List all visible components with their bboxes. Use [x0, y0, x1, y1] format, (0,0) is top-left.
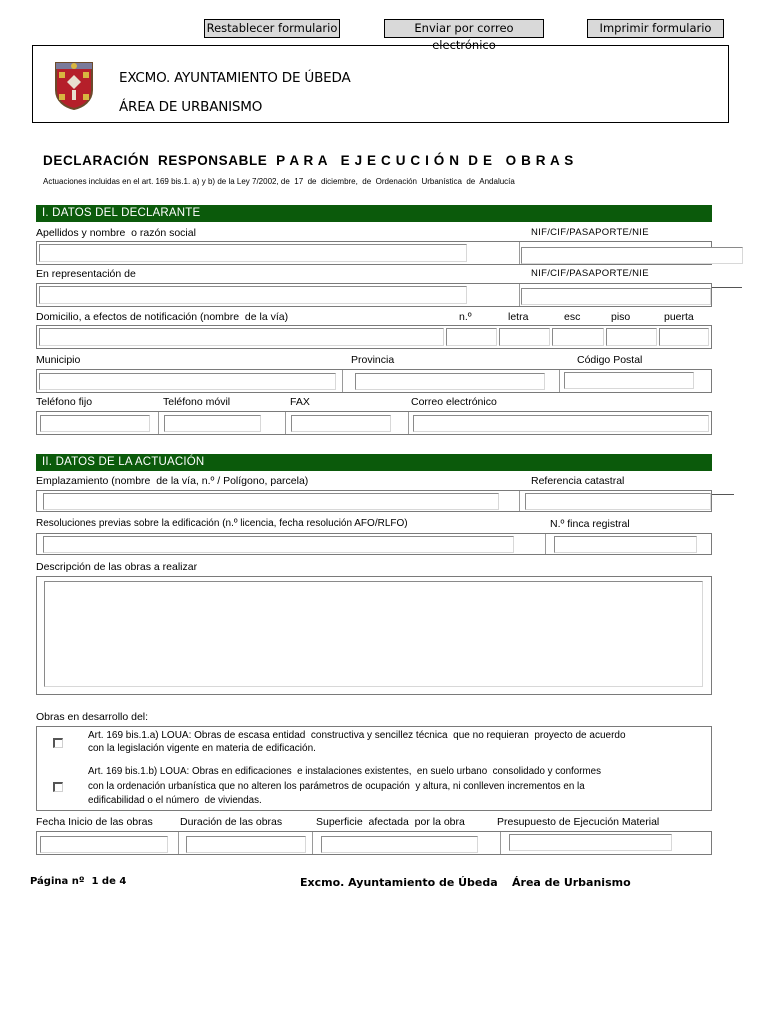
- form-subtitle: Actuaciones incluidas en el art. 169 bis.1. a) y b) de la Ley 7/2002, de 17 de diciembre, de Ordenación Urbanística de Andalucía: [43, 177, 515, 186]
- location-input[interactable]: [43, 493, 499, 510]
- description-row: [36, 576, 712, 695]
- phone-input[interactable]: [40, 415, 150, 432]
- area-name: ÁREA DE URBANISMO: [119, 99, 263, 115]
- resolutions-label: Resoluciones previas sobre la edificación (n.º licencia, fecha resolución AFO/RLFO): [36, 518, 408, 529]
- cadastral-label: Referencia catastral: [531, 475, 625, 487]
- option-a-checkbox[interactable]: [53, 738, 63, 748]
- duration-input[interactable]: [186, 836, 306, 853]
- nif-label: NIF/CIF/PASAPORTE/NIE: [531, 227, 649, 238]
- cadastral-line: [712, 494, 734, 495]
- name-label: Apellidos y nombre o razón social: [36, 227, 196, 239]
- resolutions-input[interactable]: [43, 536, 514, 553]
- nif2-input[interactable]: [521, 288, 711, 305]
- postal-code-input[interactable]: [564, 372, 694, 389]
- email-form-button[interactable]: Enviar por correo electrónico: [384, 19, 544, 38]
- fax-input[interactable]: [291, 415, 391, 432]
- location-label: Emplazamiento (nombre de la vía, n.º / Polígono, parcela): [36, 475, 309, 487]
- location-row: [36, 369, 712, 393]
- representation-input[interactable]: [39, 286, 467, 304]
- municipality-input[interactable]: [39, 373, 336, 390]
- representation-label: En representación de: [36, 268, 136, 280]
- registry-input[interactable]: [554, 536, 697, 553]
- stair-label: esc: [564, 311, 581, 323]
- page-number: Página nº 1 de 4: [30, 876, 127, 887]
- option-b-checkbox[interactable]: [53, 782, 63, 792]
- nif2-label: NIF/CIF/PASAPORTE/NIE: [531, 268, 649, 279]
- form-title: DECLARACIÓN RESPONSABLE P A R A E J E C U C I Ó N D E O B R A S: [43, 153, 574, 168]
- cadastral-input[interactable]: [525, 493, 711, 510]
- contact-row: [36, 411, 712, 435]
- section-declarant-header: I. DATOS DEL DECLARANTE: [36, 205, 712, 222]
- option-a-text: Art. 169 bis.1.a) LOUA: Obras de escasa entidad constructiva y sencillez técnica que no requieran proyecto de acuerdo con la legislación vigente en materia de edificación.: [88, 730, 626, 754]
- location-works-row: [36, 490, 712, 512]
- works-label: Obras en desarrollo del:: [36, 711, 149, 723]
- postal-code-label: Código Postal: [577, 354, 643, 366]
- institution-name: EXCMO. AYUNTAMIENTO DE ÚBEDA: [119, 70, 351, 86]
- dates-row: [36, 831, 712, 855]
- number-label: n.º: [459, 311, 472, 323]
- budget-input[interactable]: [509, 834, 672, 851]
- letter-label: letra: [508, 311, 529, 323]
- address-input[interactable]: [39, 328, 444, 346]
- duration-label: Duración de las obras: [180, 816, 283, 828]
- registry-label: N.º finca registral: [550, 518, 630, 530]
- surface-input[interactable]: [321, 836, 478, 853]
- footer-area: Área de Urbanismo: [512, 876, 631, 889]
- description-textarea[interactable]: [44, 581, 703, 687]
- start-date-label: Fecha Inicio de las obras: [36, 816, 153, 828]
- budget-label: Presupuesto de Ejecución Material: [497, 816, 660, 828]
- address-row: [36, 325, 712, 349]
- letter-input[interactable]: [499, 328, 550, 346]
- footer-institution: Excmo. Ayuntamiento de Úbeda: [300, 876, 498, 889]
- resolutions-row: [36, 533, 712, 555]
- mobile-label: Teléfono móvil: [163, 396, 231, 408]
- phone-label: Teléfono fijo: [36, 396, 93, 408]
- mobile-input[interactable]: [164, 415, 261, 432]
- surface-label: Superficie afectada por la obra: [316, 816, 465, 828]
- section-works-header: II. DATOS DE LA ACTUACIÓN: [36, 454, 712, 471]
- description-label: Descripción de las obras a realizar: [36, 561, 198, 573]
- header-box: [32, 45, 729, 123]
- reset-form-button[interactable]: Restablecer formulario: [204, 19, 340, 38]
- door-input[interactable]: [659, 328, 709, 346]
- email-label: Correo electrónico: [411, 396, 497, 408]
- representation-line: [712, 287, 742, 288]
- nif-input[interactable]: [521, 247, 743, 264]
- print-form-button[interactable]: Imprimir formulario: [587, 19, 724, 38]
- name-input[interactable]: [39, 244, 467, 262]
- province-label: Provincia: [351, 354, 395, 366]
- door-label: puerta: [664, 311, 694, 323]
- fax-label: FAX: [290, 396, 310, 408]
- number-input[interactable]: [446, 328, 497, 346]
- option-b-text: Art. 169 bis.1.b) LOUA: Obras en edificaciones e instalaciones existentes, en suelo urbano consolidado y conformes con la ordenación urbanística que no alteren los parámetros de ocupación y altura, ni conlleven incrementos en la edificabilidad o el número de viviendas.: [88, 766, 601, 806]
- email-input[interactable]: [413, 415, 709, 432]
- name-row: [36, 241, 712, 265]
- municipality-label: Municipio: [36, 354, 81, 366]
- start-date-input[interactable]: [40, 836, 168, 853]
- representation-row: [36, 283, 712, 307]
- floor-label: piso: [611, 311, 631, 323]
- stair-input[interactable]: [552, 328, 604, 346]
- province-input[interactable]: [355, 373, 545, 390]
- address-label: Domicilio, a efectos de notificación (nombre de la vía): [36, 311, 289, 323]
- floor-input[interactable]: [606, 328, 657, 346]
- coat-of-arms-icon: [52, 60, 96, 110]
